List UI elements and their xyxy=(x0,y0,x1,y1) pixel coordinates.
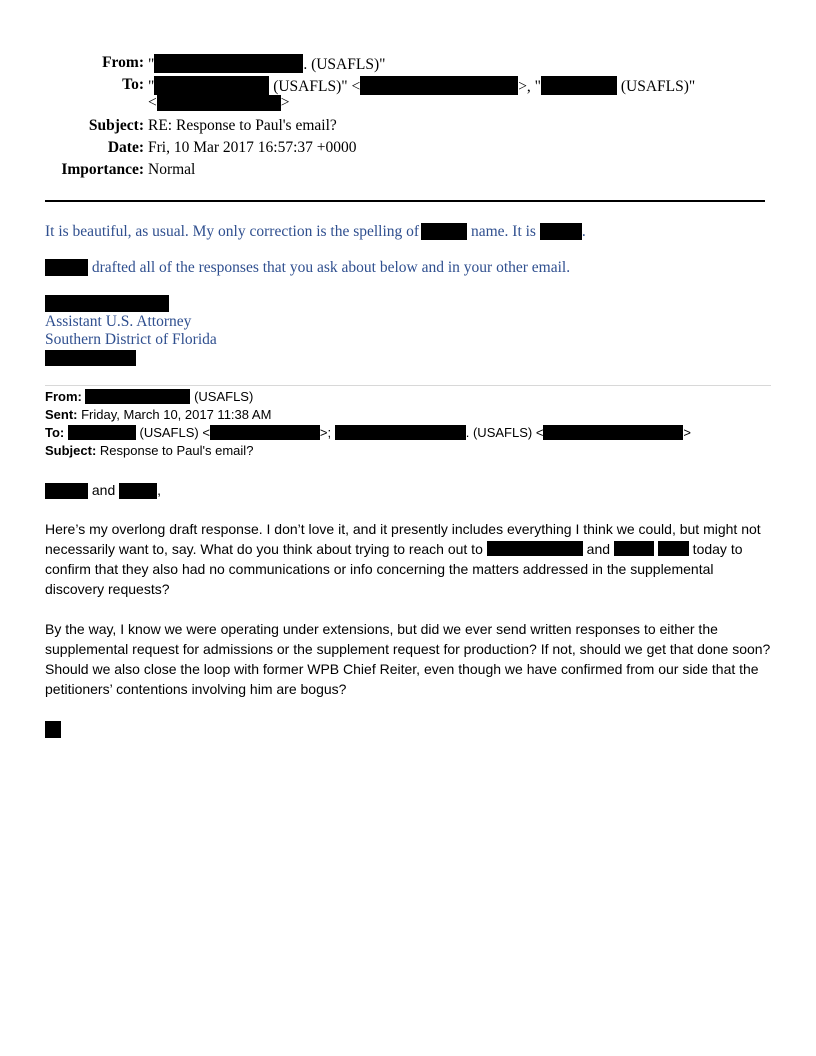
redaction-block xyxy=(541,76,617,95)
redaction-block xyxy=(210,425,320,440)
orig-to-part1: (USAFLS) < xyxy=(135,425,210,440)
original-paragraph-1 xyxy=(45,519,775,599)
signature-office: Southern District of Florida xyxy=(45,331,217,348)
redaction-block xyxy=(360,76,518,95)
para1-text-a: Here’s my overlong draft response. I don’t love it, and it presently includes everything I think we could, but might not necessarily want to, say. What do you think about trying to reach out to xyxy=(45,521,761,557)
header-to-line2-open: < xyxy=(148,94,157,111)
original-signature-redaction xyxy=(45,721,61,738)
reply-line-2-text: drafted all of the responses that you ask about below and in your other email. xyxy=(88,259,571,276)
orig-subject-value: Response to Paul's email? xyxy=(96,443,254,458)
header-subject-value: RE: Response to Paul's email? xyxy=(148,117,337,134)
para1-and: and xyxy=(582,541,614,557)
header-to-label: To: xyxy=(122,76,144,93)
redaction-block xyxy=(119,483,157,499)
reply-line-1 xyxy=(45,223,586,241)
orig-to-part3: . (USAFLS) < xyxy=(465,425,544,440)
orig-sent-label: Sent: xyxy=(45,407,78,422)
signature-name-redaction xyxy=(45,295,169,312)
reply-line-2 xyxy=(45,259,570,277)
header-from-value: " . (USAFLS)" xyxy=(148,56,386,73)
orig-to-label: To: xyxy=(45,425,65,440)
orig-from-value: (USAFLS) xyxy=(190,389,254,404)
header-divider xyxy=(45,200,765,202)
header-to-value: " (USAFLS)" < >, " (USAFLS)" xyxy=(148,78,696,95)
header-to-line2 xyxy=(148,94,290,112)
orig-sent-value: Friday, March 10, 2017 11:38 AM xyxy=(77,407,272,422)
redaction-block xyxy=(154,54,303,73)
header-to-part2: >, " xyxy=(518,78,542,95)
header-date-value: Fri, 10 Mar 2017 16:57:37 +0000 xyxy=(148,139,357,156)
orig-to-part2: >; xyxy=(319,425,335,440)
header-to-line2-close: > xyxy=(280,94,290,111)
redaction-block xyxy=(157,95,281,111)
original-paragraph-2: By the way, I know we were operating under extensions, but did we ever send written responses to either the supplemental request for admissions or the supplement request for production? If not, should we get that done soon? Should we also close the loop with former WPB Chief Reiter, even though we have confirmed from our side that the petitioners’ contentions involving him are bogus? xyxy=(45,621,771,697)
redaction-block xyxy=(421,223,467,240)
reply-line-1-text-c: . xyxy=(581,223,586,240)
redaction-block xyxy=(68,425,136,440)
orig-to-row xyxy=(45,424,691,442)
greeting-and: and xyxy=(88,482,120,498)
reply-line-1-text-b: name. It is xyxy=(467,223,536,240)
header-subject-label: Subject: xyxy=(88,117,144,134)
orig-from-label: From: xyxy=(45,389,82,404)
redaction-block xyxy=(543,425,683,440)
orig-to-part4: > xyxy=(683,425,692,440)
header-from-label: From: xyxy=(102,54,144,71)
header-importance-label: Importance: xyxy=(61,161,144,178)
header-date-label: Date: xyxy=(107,139,144,156)
header-to-part1: (USAFLS)" < xyxy=(269,78,361,95)
orig-subject-row xyxy=(45,442,253,460)
redaction-block xyxy=(335,425,466,440)
orig-subject-label: Subject: xyxy=(45,443,97,458)
para1-text-b: today to confirm that they also had no communications or info concerning the matters addressed in the supplemental discovery requests? xyxy=(45,541,743,597)
signature-phone-redaction xyxy=(45,350,136,366)
signature-title: Assistant U.S. Attorney xyxy=(45,313,192,330)
quoted-divider xyxy=(45,385,771,386)
header-to-part3: (USAFLS)" xyxy=(617,78,696,95)
reply-line-1-text-a: It is beautiful, as usual. My only correction is the spelling of xyxy=(45,223,420,240)
redaction-block xyxy=(487,541,583,556)
redaction-block xyxy=(614,541,654,556)
header-from-suffix: . (USAFLS)" xyxy=(303,56,386,73)
redaction-block xyxy=(658,541,689,556)
header-importance-value: Normal xyxy=(148,161,196,178)
orig-from-row xyxy=(45,388,253,406)
redaction-block xyxy=(85,389,190,404)
original-greeting xyxy=(45,480,775,500)
redaction-block xyxy=(154,76,269,95)
redaction-block xyxy=(45,483,88,499)
greeting-end: , xyxy=(157,482,162,498)
redaction-block xyxy=(540,223,582,240)
redaction-block xyxy=(45,259,88,276)
orig-sent-row xyxy=(45,406,271,424)
